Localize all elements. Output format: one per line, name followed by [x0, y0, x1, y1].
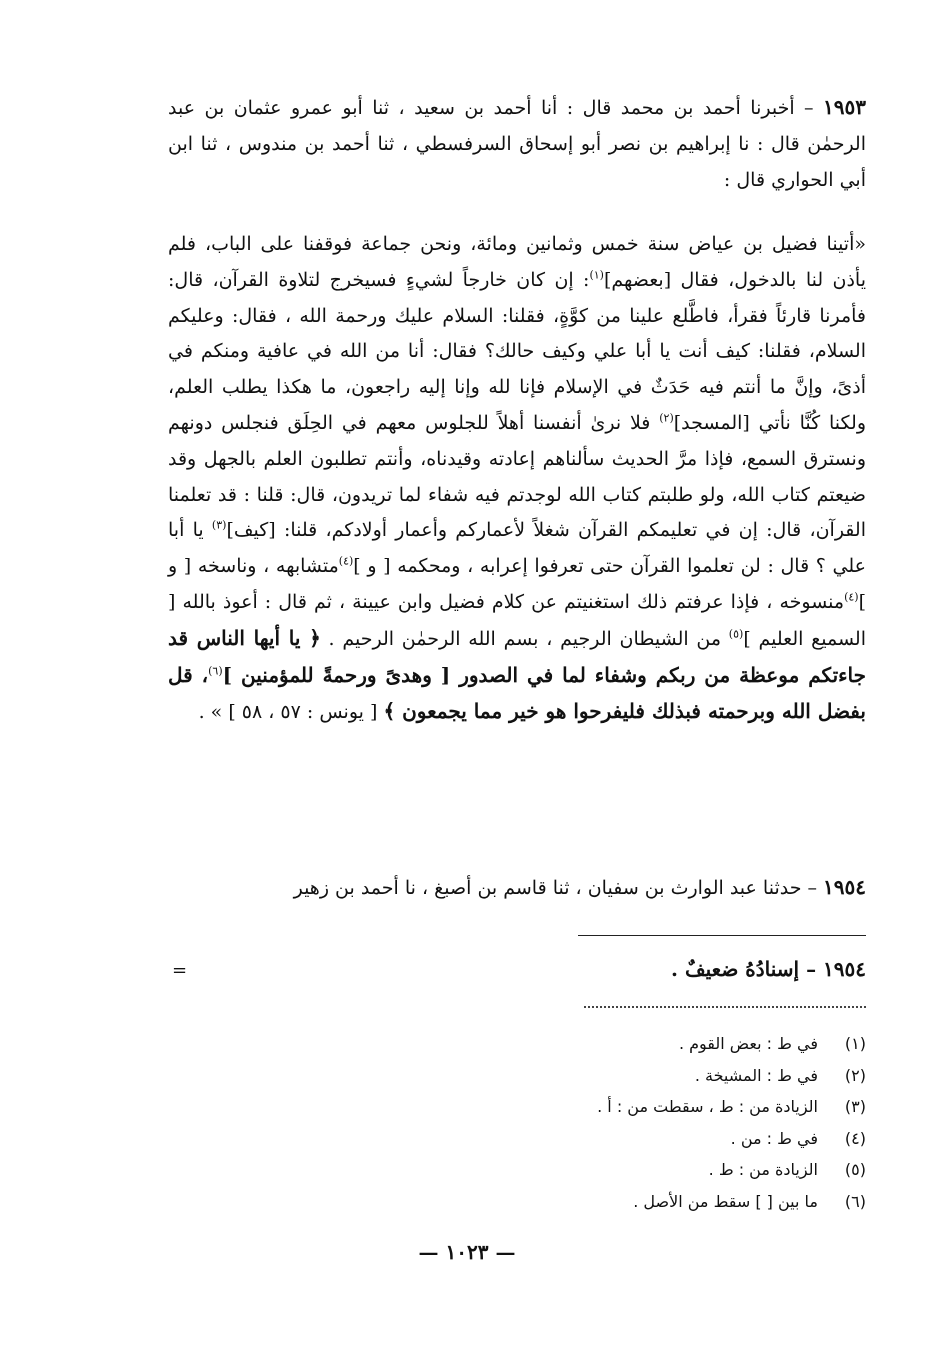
footnote-text: في ط : بعض القوم .: [678, 1034, 818, 1053]
footnote-item: [480, 1123, 866, 1155]
footnote-number: (٥): [844, 1160, 866, 1179]
matn-text: فلا نرىٰ أنفسنا أهلاً للجلوس معهم في الحِلَق فنجلس دونهم ونسترق السمع، فإذا مرَّ الحديث سألناهم إعادته وقيدناه، وأنتم تطلبون العلم بالجهل وقد ضيعتم كتاب الله، ولو طلبتم كتاب الله لوجدتم فيه شفاء لما تريدون، قال: قلنا : قد تعلمنا القرآن، قال: إن في تعليمكم القرآن شغلاً لأعماركم وأعمار أولادكم، قلنا: [كيف]: [168, 411, 866, 542]
footnote-text: الزيادة من : ط ، سقطت من : أ .: [597, 1097, 818, 1116]
matn-text: : إن كان خارجاً لشيءٍ فسيخرج لتلاوة القرآن، قال: فأمرنا قارئاً فقرأ، فاطَّلع علينا من كوَّةٍ، فقلنا: السلام عليك ورحمة الله ، فقال: وعليكم السلام، فقلنا: كيف أنت يا أبا علي وكيف حالك؟ فقال: أنا من الله في عافية ومنكم في أذىً، وإنَّ ما أنتم فيه حَدَثٌ في الإسلام فإنا لله وإنا إليه راجعون، ما هكذا يطلب العلم، ولكنا كُنَّا نأتي [المسجد]: [168, 268, 866, 434]
hadith-1953-isnad: [168, 90, 866, 198]
footnote-item: [480, 1060, 866, 1092]
footnote-marker: (٥): [728, 627, 744, 641]
matn-text: يا أبا علي ؟ قال : لن تعلموا القرآن حتى تعرفوا إعرابه ، ومحكمه [ و ]: [168, 519, 866, 578]
footnote-text: في ط : المشيخة .: [694, 1065, 818, 1085]
page-number: — ١٠٢٣ —: [418, 1240, 516, 1264]
hadith-number: ١٩٥٤: [823, 875, 866, 899]
footnote-number: (٢): [844, 1065, 866, 1085]
footnote-text: الزيادة من : ط .: [708, 1160, 818, 1179]
dotted-separator: [584, 1006, 866, 1008]
footnote-number: (٣): [844, 1097, 866, 1116]
footnote-number: (١): [844, 1034, 866, 1053]
footnote-marker: (٤): [338, 554, 354, 568]
footnote-item: [480, 1028, 866, 1060]
grading-note: ١٩٥٤ – إسنادُهُ ضعيفٌ .: [671, 957, 866, 981]
quran-verse: ﴿ يا أيها الناس قد جاءتكم موعظة من ربكم وشفاء لما في الصدور [ وهدىً ورحمةً للمؤمنين ]: [168, 625, 866, 687]
isnad-text: – حدثنا عبد الوارث بن سفيان ، ثنا قاسم بن أصبغ ، نا أحمد بن زهير: [293, 877, 824, 899]
matn-text: من الشيطان الرجيم ، بسم الله الرحمٰن الرحيم .: [320, 627, 729, 650]
footnote-item: [480, 1186, 866, 1218]
footnote-number: (٤): [844, 1128, 866, 1148]
footnote-marker: (٣): [211, 519, 227, 533]
hadith-1954: [168, 870, 866, 907]
footnote-text: في ط : من .: [730, 1128, 818, 1148]
continuation-mark: =: [172, 960, 188, 981]
footnote-marker: (٢): [659, 411, 674, 425]
hadith-1953-matn: [168, 227, 866, 731]
hadith-number: ١٩٥٣: [823, 95, 866, 119]
footnote-marker: (٤): [844, 590, 859, 604]
matn-text: متشابهه ، وناسخه [ و ]: [168, 555, 866, 613]
footnote-marker: (٦): [208, 664, 223, 678]
verse-citation: [ يونس : ٥٧ ، ٥٨ ] » .: [198, 701, 384, 724]
separator-line: [578, 935, 866, 936]
matn-text: «أتينا فضيل بن عياض سنة خمس وثمانين ومائة، ونحن جماعة فوقفنا على الباب، فلم يأذن لنا بالدخول، فقال [بعضهم]: [168, 233, 866, 291]
isnad-text: – أخبرنا أحمد بن محمد قال : أنا أحمد بن سعيد ، ثنا أبو عمرو عثمان بن عبد الرحمٰن قال : نا إبراهيم بن نصر أبو إسحاق السرفسطي ، ثنا أحمد بن مندوس ، ثنا ابن أبي الحواري قال :: [168, 97, 867, 191]
quran-verse: ، قل بفضل الله وبرحمته فبذلك فليفرحوا هو خير مما يجمعون ﴾: [168, 662, 866, 724]
footnote-marker: (١): [589, 268, 604, 282]
footnote-item: [480, 1091, 866, 1123]
footnote-item: [480, 1154, 866, 1186]
footnote-text: ما بين [ ] سقط من الأصل .: [633, 1191, 818, 1211]
footnote-number: (٦): [844, 1191, 866, 1211]
matn-text: منسوخه ، فإذا عرفتم ذلك استغنيتم عن كلام فضيل وابن عيينة ، ثم قال : أعوذ بالله [ السميع العليم ]: [168, 590, 866, 650]
footnotes: [480, 1028, 866, 1217]
